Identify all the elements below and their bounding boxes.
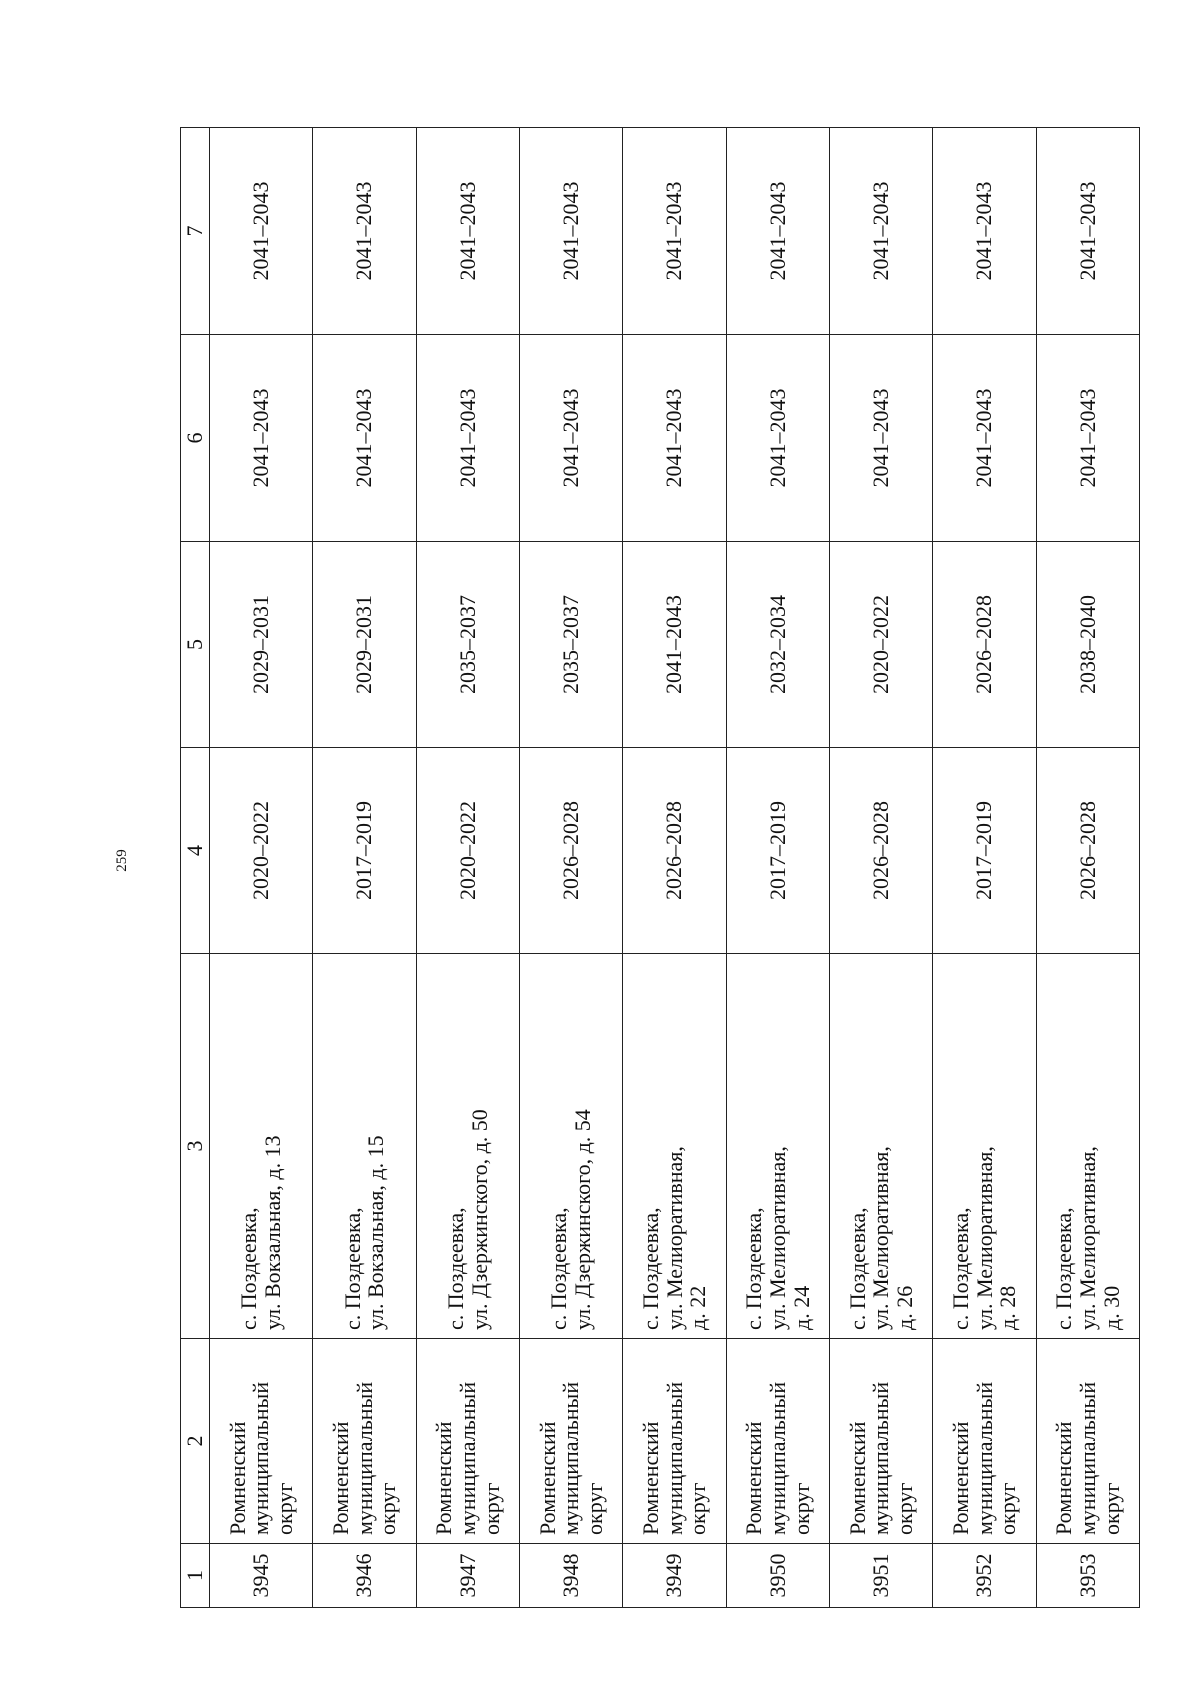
period-cell: 2041–2043 bbox=[623, 128, 726, 335]
period-cell: 2035–2037 bbox=[519, 542, 622, 748]
address-line: ул. Мелиоративная, bbox=[971, 1146, 997, 1330]
okrug-line: Ромненский bbox=[741, 1421, 767, 1535]
address-cell bbox=[623, 954, 726, 1339]
period-cell: 2041–2043 bbox=[313, 335, 416, 542]
okrug-cell bbox=[623, 1339, 726, 1544]
period-cell: 2041–2043 bbox=[519, 335, 622, 542]
row-number-cell: 3949 bbox=[623, 1544, 726, 1608]
okrug-line: Ромненский bbox=[431, 1421, 457, 1535]
address-cell bbox=[829, 954, 932, 1339]
okrug-line: Ромненский bbox=[947, 1421, 973, 1535]
okrug-line: муниципальный bbox=[558, 1381, 584, 1535]
okrug-line: муниципальный bbox=[351, 1381, 377, 1535]
column-header: 4 bbox=[181, 748, 210, 954]
okrug-line: округ bbox=[788, 1482, 814, 1535]
period-cell: 2041–2043 bbox=[933, 335, 1036, 542]
row-number-cell: 3952 bbox=[933, 1544, 1036, 1608]
okrug-line: Ромненский bbox=[1051, 1421, 1077, 1535]
column-header: 3 bbox=[181, 954, 210, 1339]
period-cell: 2038–2040 bbox=[1036, 542, 1139, 748]
address-line: ул. Дзержинского, д. 54 bbox=[570, 1109, 596, 1330]
period-cell: 2032–2034 bbox=[726, 542, 829, 748]
okrug-line: муниципальный bbox=[1074, 1381, 1100, 1535]
period-cell: 2041–2043 bbox=[416, 128, 519, 335]
table-row bbox=[313, 128, 416, 1608]
okrug-line: округ bbox=[685, 1482, 711, 1535]
table-row bbox=[210, 128, 313, 1608]
address-line: с. Поздеевка, bbox=[947, 1207, 973, 1330]
period-cell: 2041–2043 bbox=[416, 335, 519, 542]
address-line: д. 28 bbox=[995, 1285, 1021, 1330]
column-header: 1 bbox=[181, 1544, 210, 1608]
okrug-cell bbox=[313, 1339, 416, 1544]
okrug-cell bbox=[519, 1339, 622, 1544]
address-line: с. Поздеевка, bbox=[844, 1207, 870, 1330]
table-row bbox=[1036, 128, 1139, 1608]
table-container bbox=[180, 128, 1140, 1608]
address-line: с. Поздеевка, bbox=[339, 1207, 365, 1330]
okrug-line: муниципальный bbox=[454, 1381, 480, 1535]
period-cell: 2035–2037 bbox=[416, 542, 519, 748]
period-cell: 2020–2022 bbox=[416, 748, 519, 954]
okrug-line: Ромненский bbox=[224, 1421, 250, 1535]
okrug-line: округ bbox=[1098, 1482, 1124, 1535]
okrug-line: округ bbox=[478, 1482, 504, 1535]
address-line: д. 26 bbox=[892, 1285, 917, 1330]
period-cell: 2026–2028 bbox=[829, 748, 932, 954]
period-cell: 2041–2043 bbox=[933, 128, 1036, 335]
okrug-line: муниципальный bbox=[248, 1381, 274, 1535]
okrug-line: округ bbox=[582, 1482, 608, 1535]
row-number-cell: 3953 bbox=[1036, 1544, 1139, 1608]
period-cell: 2041–2043 bbox=[623, 542, 726, 748]
period-cell: 2041–2043 bbox=[726, 335, 829, 542]
period-cell: 2041–2043 bbox=[829, 335, 932, 542]
period-cell: 2017–2019 bbox=[933, 748, 1036, 954]
okrug-cell bbox=[933, 1339, 1036, 1544]
address-line: ул. Мелиоративная, bbox=[1074, 1146, 1100, 1330]
address-cell bbox=[313, 954, 416, 1339]
column-header: 7 bbox=[181, 128, 210, 335]
address-line: с. Поздеевка, bbox=[1051, 1207, 1077, 1330]
period-cell: 2026–2028 bbox=[933, 542, 1036, 748]
address-cell bbox=[933, 954, 1036, 1339]
column-header: 2 bbox=[181, 1339, 210, 1544]
period-cell: 2041–2043 bbox=[313, 128, 416, 335]
address-line: д. 30 bbox=[1098, 1285, 1124, 1330]
address-line: ул. Вокзальная, д. 15 bbox=[363, 1135, 389, 1330]
okrug-line: Ромненский bbox=[637, 1421, 663, 1535]
table-row bbox=[726, 128, 829, 1608]
address-line: с. Поздеевка, bbox=[637, 1207, 663, 1330]
page-number-text: 259 bbox=[113, 848, 130, 872]
address-line: ул. Дзержинского, д. 50 bbox=[466, 1109, 492, 1330]
period-cell: 2041–2043 bbox=[210, 335, 313, 542]
address-cell bbox=[416, 954, 519, 1339]
okrug-line: округ bbox=[375, 1482, 401, 1535]
table-row bbox=[519, 128, 622, 1608]
row-number-cell: 3950 bbox=[726, 1544, 829, 1608]
page-number bbox=[110, 840, 134, 880]
row-number-cell: 3946 bbox=[313, 1544, 416, 1608]
period-cell: 2041–2043 bbox=[726, 128, 829, 335]
address-line: ул. Вокзальная, д. 13 bbox=[260, 1135, 286, 1330]
okrug-line: муниципальный bbox=[868, 1381, 894, 1535]
okrug-cell bbox=[416, 1339, 519, 1544]
okrug-cell bbox=[210, 1339, 313, 1544]
table-row bbox=[623, 128, 726, 1608]
column-header: 6 bbox=[181, 335, 210, 542]
okrug-line: Ромненский bbox=[844, 1421, 870, 1535]
okrug-line: Ромненский bbox=[534, 1421, 560, 1535]
okrug-cell bbox=[1036, 1339, 1139, 1544]
table-row bbox=[829, 128, 932, 1608]
period-cell: 2041–2043 bbox=[210, 128, 313, 335]
period-cell: 2041–2043 bbox=[829, 128, 932, 335]
okrug-line: муниципальный bbox=[971, 1381, 997, 1535]
okrug-line: округ bbox=[892, 1482, 917, 1535]
table-header-row bbox=[181, 128, 210, 1608]
okrug-line: округ bbox=[272, 1482, 298, 1535]
period-cell: 2041–2043 bbox=[1036, 128, 1139, 335]
table-body bbox=[210, 128, 1140, 1608]
period-cell: 2026–2028 bbox=[623, 748, 726, 954]
period-cell: 2026–2028 bbox=[519, 748, 622, 954]
okrug-cell bbox=[726, 1339, 829, 1544]
row-number-cell: 3951 bbox=[829, 1544, 932, 1608]
column-header: 5 bbox=[181, 542, 210, 748]
row-number-cell: 3948 bbox=[519, 1544, 622, 1608]
address-line: с. Поздеевка, bbox=[236, 1207, 262, 1330]
period-cell: 2017–2019 bbox=[726, 748, 829, 954]
period-cell: 2017–2019 bbox=[313, 748, 416, 954]
period-cell: 2041–2043 bbox=[623, 335, 726, 542]
address-cell bbox=[1036, 954, 1139, 1339]
address-cell bbox=[210, 954, 313, 1339]
okrug-cell bbox=[829, 1339, 932, 1544]
okrug-line: муниципальный bbox=[661, 1381, 687, 1535]
address-line: ул. Мелиоративная, bbox=[661, 1146, 687, 1330]
address-line: с. Поздеевка, bbox=[741, 1207, 767, 1330]
period-cell: 2029–2031 bbox=[313, 542, 416, 748]
period-cell: 2029–2031 bbox=[210, 542, 313, 748]
address-line: д. 24 bbox=[788, 1285, 814, 1330]
period-cell: 2041–2043 bbox=[1036, 335, 1139, 542]
okrug-line: муниципальный bbox=[764, 1381, 790, 1535]
address-line: с. Поздеевка, bbox=[546, 1207, 572, 1330]
address-line: ул. Мелиоративная, bbox=[868, 1146, 894, 1330]
row-number-cell: 3947 bbox=[416, 1544, 519, 1608]
okrug-line: округ bbox=[995, 1482, 1021, 1535]
address-line: д. 22 bbox=[685, 1285, 711, 1330]
period-cell: 2020–2022 bbox=[210, 748, 313, 954]
row-number-cell: 3945 bbox=[210, 1544, 313, 1608]
period-cell: 2026–2028 bbox=[1036, 748, 1139, 954]
address-cell bbox=[519, 954, 622, 1339]
address-line: с. Поздеевка, bbox=[443, 1207, 469, 1330]
period-cell: 2041–2043 bbox=[519, 128, 622, 335]
address-line: ул. Мелиоративная, bbox=[764, 1146, 790, 1330]
address-cell bbox=[726, 954, 829, 1339]
table-row bbox=[416, 128, 519, 1608]
table-row bbox=[933, 128, 1036, 1608]
schedule-table bbox=[180, 127, 1140, 1608]
okrug-line: Ромненский bbox=[327, 1421, 353, 1535]
period-cell: 2020–2022 bbox=[829, 542, 932, 748]
